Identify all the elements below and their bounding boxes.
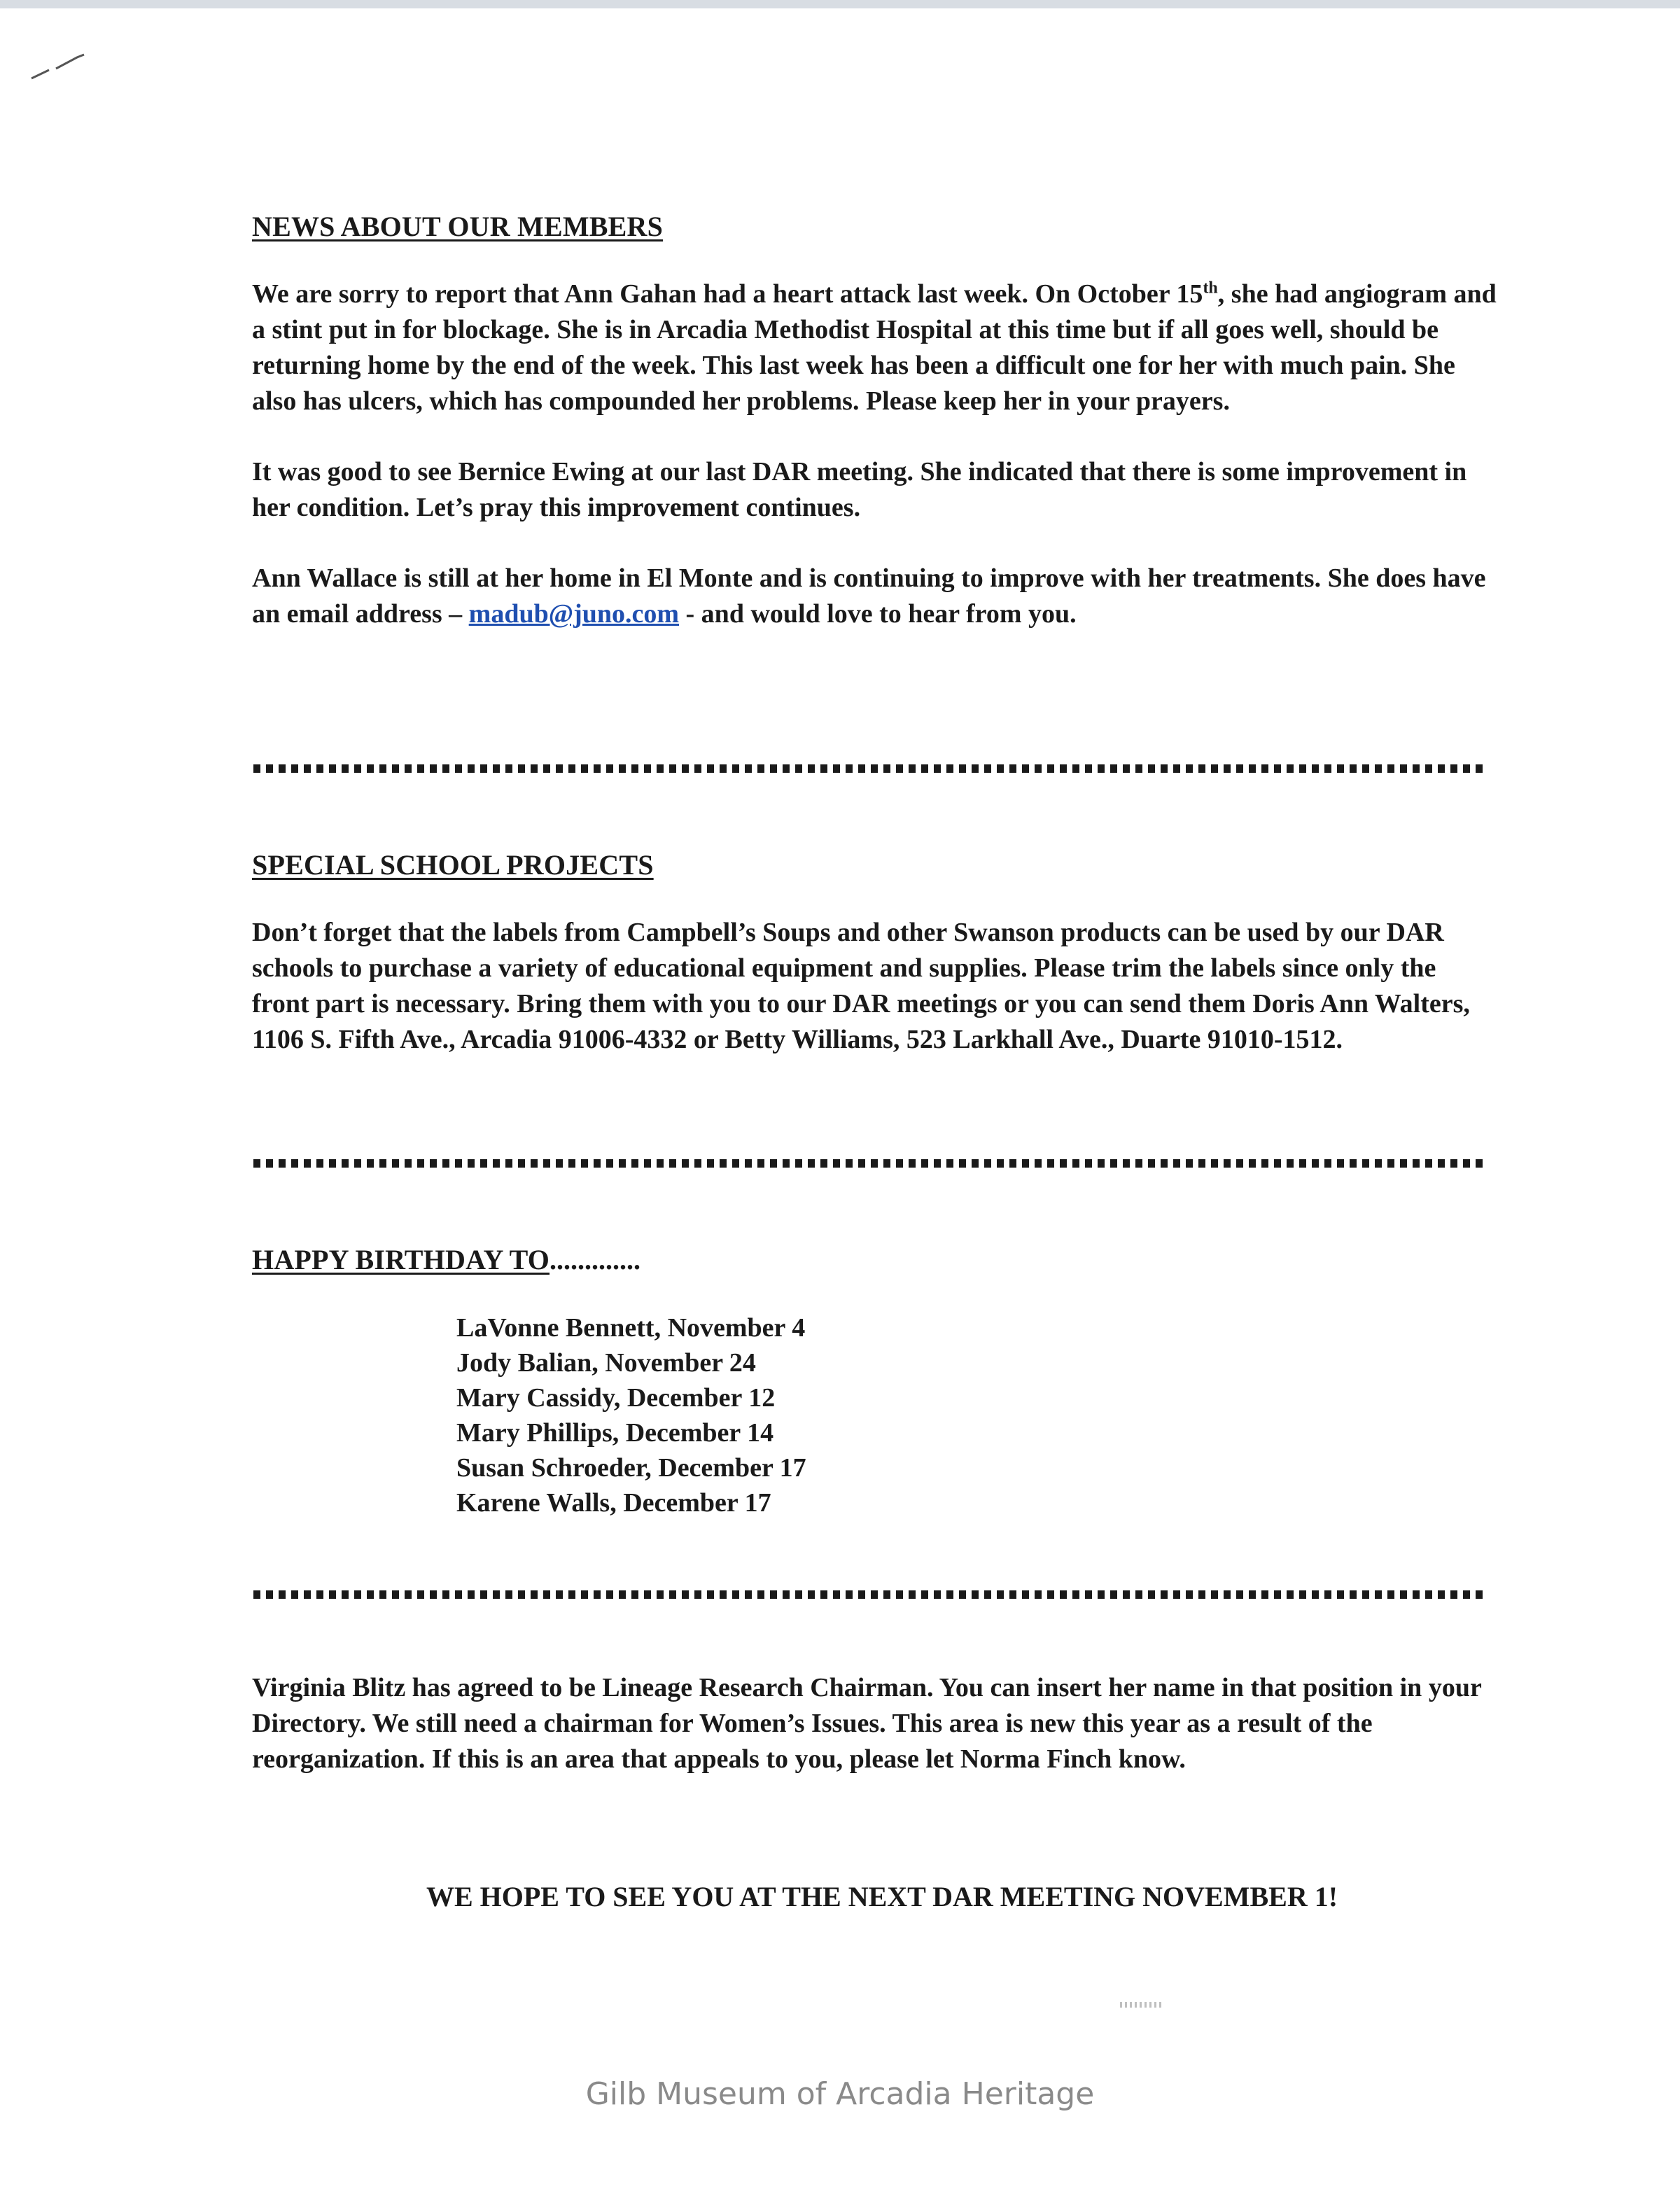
closing-message: WE HOPE TO SEE YOU AT THE NEXT DAR MEETING NOVEMBER 1! [426, 1881, 1338, 1912]
dotted-divider [253, 764, 1487, 773]
birthday-heading-dots: ............. [550, 1244, 641, 1275]
news-section [252, 210, 1498, 632]
school-section [252, 848, 1498, 1058]
footer-watermark: Gilb Museum of Arcadia Heritage [585, 2076, 1095, 2112]
chairman-section [252, 1670, 1498, 1777]
birthday-section [252, 1243, 1498, 1276]
list-item: Susan Schroeder, December 17 [456, 1453, 806, 1483]
news-paragraph-ann-gahan: We are sorry to report that Ann Gahan had a heart attack last week. On October 15th, she had angiogram and a stint put in for blockage. She is in Arcadia Methodist Hospital at this time but if all goes well, should be returning home by the end of the week. This last week has been a difficult one for her with much pain. She also has ulcers, which has compounded her problems. Please keep her in your prayers. [252, 279, 1497, 416]
list-item: Karene Walls, December 17 [456, 1488, 771, 1518]
pen-mark-icon [28, 49, 91, 84]
news-paragraph-ann-wallace: Ann Wallace is still at her home in El Monte and is continuing to improve with her treatments. She does have an email address – madub@juno.com - and would love to hear from you. [252, 564, 1486, 629]
list-item: Mary Phillips, December 14 [456, 1418, 774, 1448]
scan-top-edge [0, 0, 1680, 8]
news-paragraph-bernice-ewing: It was good to see Bernice Ewing at our last DAR meeting. She indicated that there is some improvement in her condition. Let’s pray this improvement continues. [252, 457, 1467, 522]
school-heading: SPECIAL SCHOOL PROJECTS [252, 849, 654, 881]
list-item: Mary Cassidy, December 12 [456, 1383, 776, 1413]
chairman-paragraph: Virginia Blitz has agreed to be Lineage Research Chairman. You can insert her name in that position in your Directory. We still need a chairman for Women’s Issues. This area is new this year as a result of the reorganization. If this is an area that appeals to you, please let Norma Finch know. [252, 1673, 1482, 1774]
scan-speck [1120, 2002, 1162, 2008]
dotted-divider [253, 1590, 1487, 1599]
birthday-list [456, 1310, 806, 1520]
birthday-heading: HAPPY BIRTHDAY TO [252, 1244, 550, 1275]
news-heading: NEWS ABOUT OUR MEMBERS [252, 211, 664, 242]
school-paragraph: Don’t forget that the labels from Campbell’s Soups and other Swanson products can be used by our DAR schools to purchase a variety of educational equipment and supplies. Please trim the labels since only the front part is necessary. Bring them with you to our DAR meetings or you can send them Doris Ann Walters, 1106 S. Fifth Ave., Arcadia 91006-4332 or Betty Williams, 523 Larkhall Ave., Duarte 91010-1512. [252, 918, 1470, 1054]
dotted-divider [253, 1159, 1487, 1168]
email-link[interactable]: madub@juno.com [468, 599, 680, 629]
list-item: LaVonne Bennett, November 4 [456, 1313, 806, 1343]
list-item: Jody Balian, November 24 [456, 1348, 756, 1378]
